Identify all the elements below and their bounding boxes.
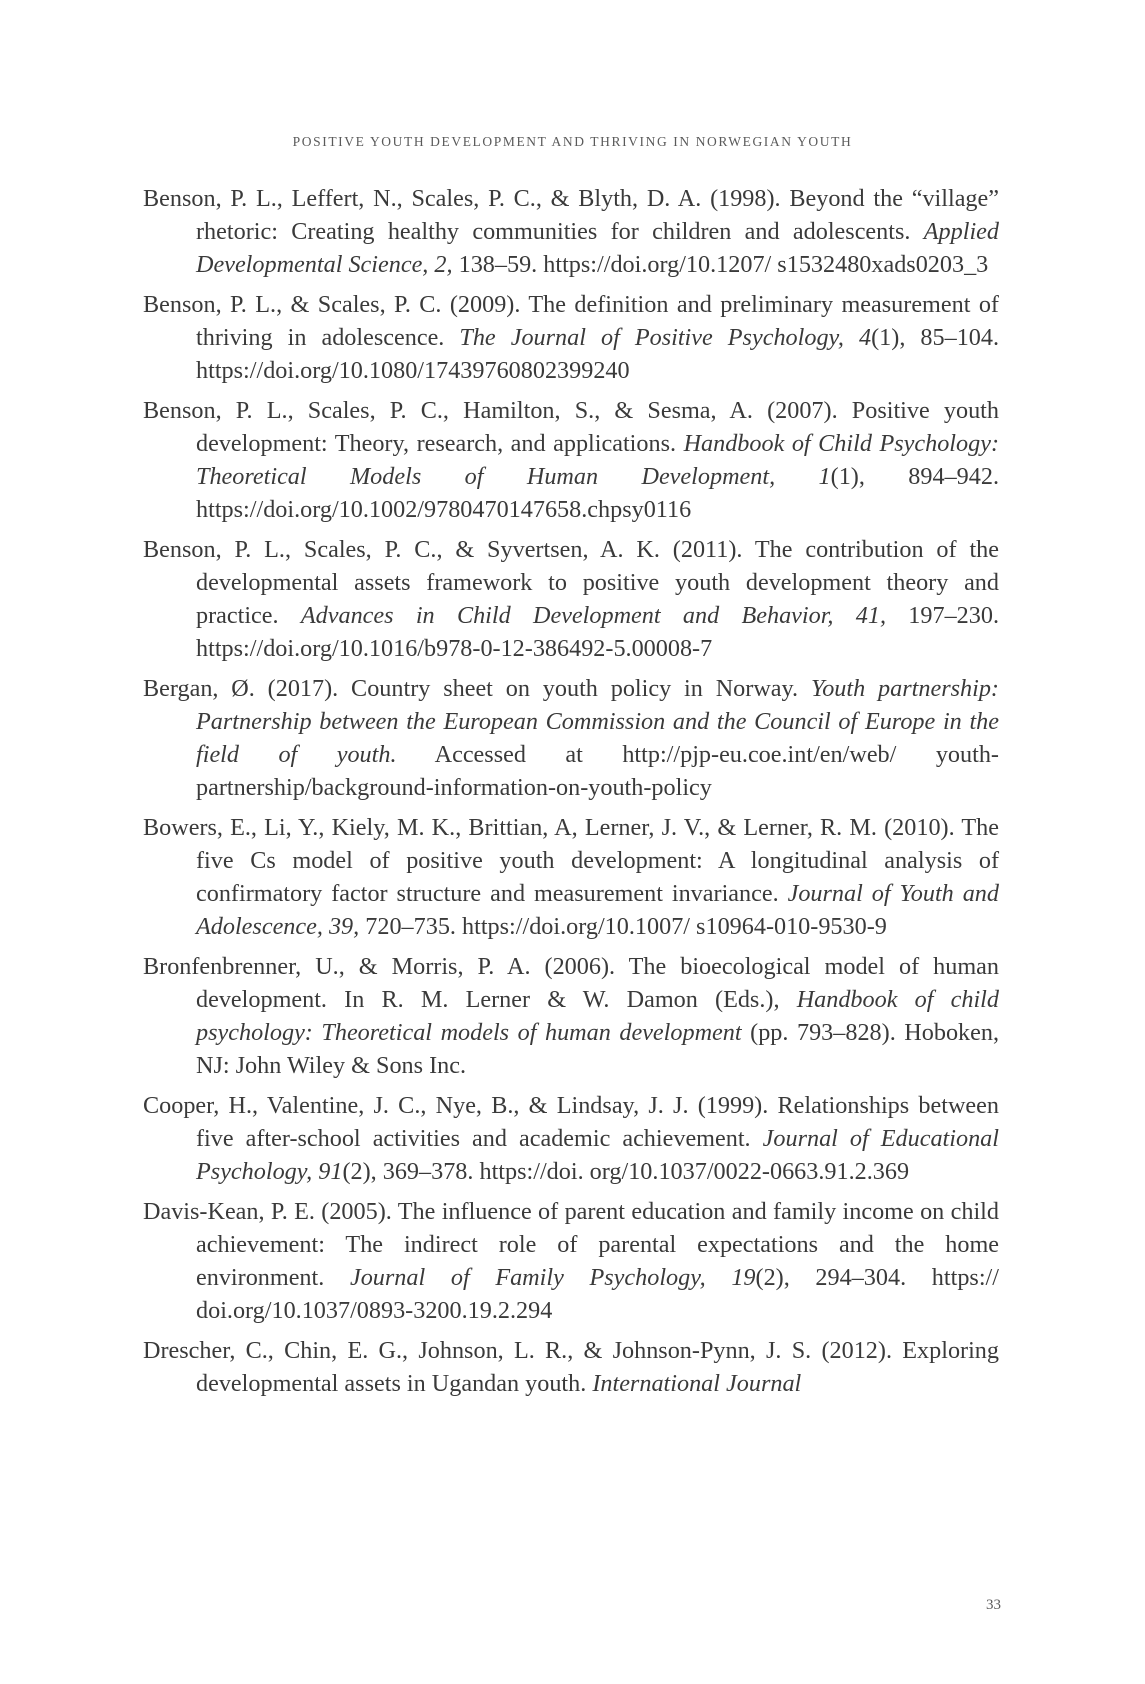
- reference-text: Bronfenbrenner, U., & Morris, P. A. (2006). The bioecological model of human development. In R. M. Lerner & W. Damon (Eds.),: [143, 953, 999, 1013]
- reference-source-italic: Handbook of child psychology: Theoretical models of human development: [196, 986, 999, 1046]
- reference-text-tail: (pp. 793–828). Hoboken, NJ: John Wiley & Sons Inc.: [196, 1019, 1000, 1079]
- reference-entry: [143, 394, 999, 526]
- reference-entry: [143, 288, 999, 387]
- reference-source-italic: Applied Developmental Science, 2,: [196, 218, 999, 278]
- reference-source-italic: The Journal of Positive Psychology, 4: [459, 324, 872, 351]
- reference-source-italic: Journal of Youth and Adolescence, 39,: [196, 880, 999, 940]
- reference-text: Drescher, C., Chin, E. G., Johnson, L. R., & Johnson-Pynn, J. S. (2012). Exploring developmental assets in Ugandan youth.: [143, 1337, 999, 1397]
- reference-source-italic: Journal of Family Psychology, 19: [349, 1264, 756, 1291]
- reference-text: Benson, P. L., & Scales, P. C. (2009). The definition and preliminary measurement of thriving in adolescence.: [143, 291, 999, 351]
- reference-source-italic: Youth partnership: Partnership between the European Commission and the Council of Europe in the field of youth.: [196, 675, 999, 768]
- reference-entry: [143, 182, 999, 281]
- page-number: 33: [986, 1597, 1001, 1613]
- reference-text-tail: 720–735. https://doi.org/10.1007/ s10964-010-9530-9: [359, 913, 887, 940]
- reference-text: Bowers, E., Li, Y., Kiely, M. K., Brittian, A, Lerner, J. V., & Lerner, R. M. (2010). The five Cs model of positive youth development: A longitudinal analysis of confirmatory factor structure and measurement invariance.: [143, 814, 999, 907]
- reference-text: Benson, P. L., Scales, P. C., & Syvertsen, A. K. (2011). The contribution of the developmental assets framework to positive youth development theory and practice.: [143, 536, 999, 629]
- reference-text-tail: Accessed at http://pjp-eu.coe.int/en/web/ youth-partnership/background-information-on-youth-policy: [196, 741, 999, 801]
- reference-text-tail: (2), 369–378. https://doi. org/10.1037/0022-0663.91.2.369: [342, 1158, 910, 1185]
- reference-source-italic: Advances in Child Development and Behavior, 41,: [300, 602, 887, 629]
- reference-entry: [143, 811, 999, 943]
- reference-text: Bergan, Ø. (2017). Country sheet on youth policy in Norway.: [143, 675, 811, 702]
- reference-list: [143, 182, 999, 1407]
- reference-entry: [143, 672, 999, 804]
- reference-source-italic: Journal of Educational Psychology, 91: [196, 1125, 999, 1185]
- reference-text-tail: 138–59. https://doi.org/10.1207/ s1532480xads0203_3: [452, 251, 989, 278]
- reference-text: Davis-Kean, P. E. (2005). The influence of parent education and family income on child achievement: The indirect role of parental expectations and the home environment.: [143, 1198, 999, 1291]
- reference-entry: [143, 533, 999, 665]
- reference-entry: [143, 1195, 999, 1327]
- reference-source-italic: Handbook of Child Psychology: Theoretical Models of Human Development, 1: [196, 430, 999, 490]
- reference-source-italic: International Journal: [592, 1370, 802, 1397]
- reference-text-tail: 197–230. https://doi.org/10.1016/b978-0-12-386492-5.00008-7: [196, 602, 1000, 662]
- reference-text-tail: (1), 894–942. https://doi.org/10.1002/9780470147658.chpsy0116: [196, 463, 1000, 523]
- running-header: POSITIVE YOUTH DEVELOPMENT AND THRIVING IN NORWEGIAN YOUTH: [292, 134, 853, 149]
- reference-text: Benson, P. L., Scales, P. C., Hamilton, S., & Sesma, A. (2007). Positive youth development: Theory, research, and applications.: [143, 397, 999, 457]
- reference-text-tail: (1), 85–104. https://doi.org/10.1080/17439760802399240: [196, 324, 1000, 384]
- reference-entry: [143, 950, 999, 1082]
- reference-entry: [143, 1089, 999, 1188]
- reference-text-tail: (2), 294–304. https:// doi.org/10.1037/0893-3200.19.2.294: [196, 1264, 999, 1324]
- reference-entry: [143, 1334, 999, 1400]
- reference-text: Benson, P. L., Leffert, N., Scales, P. C., & Blyth, D. A. (1998). Beyond the “village” rhetoric: Creating healthy communities for children and adolescents.: [143, 185, 999, 245]
- reference-text: Cooper, H., Valentine, J. C., Nye, B., & Lindsay, J. J. (1999). Relationships between five after-school activities and academic achievement.: [143, 1092, 999, 1152]
